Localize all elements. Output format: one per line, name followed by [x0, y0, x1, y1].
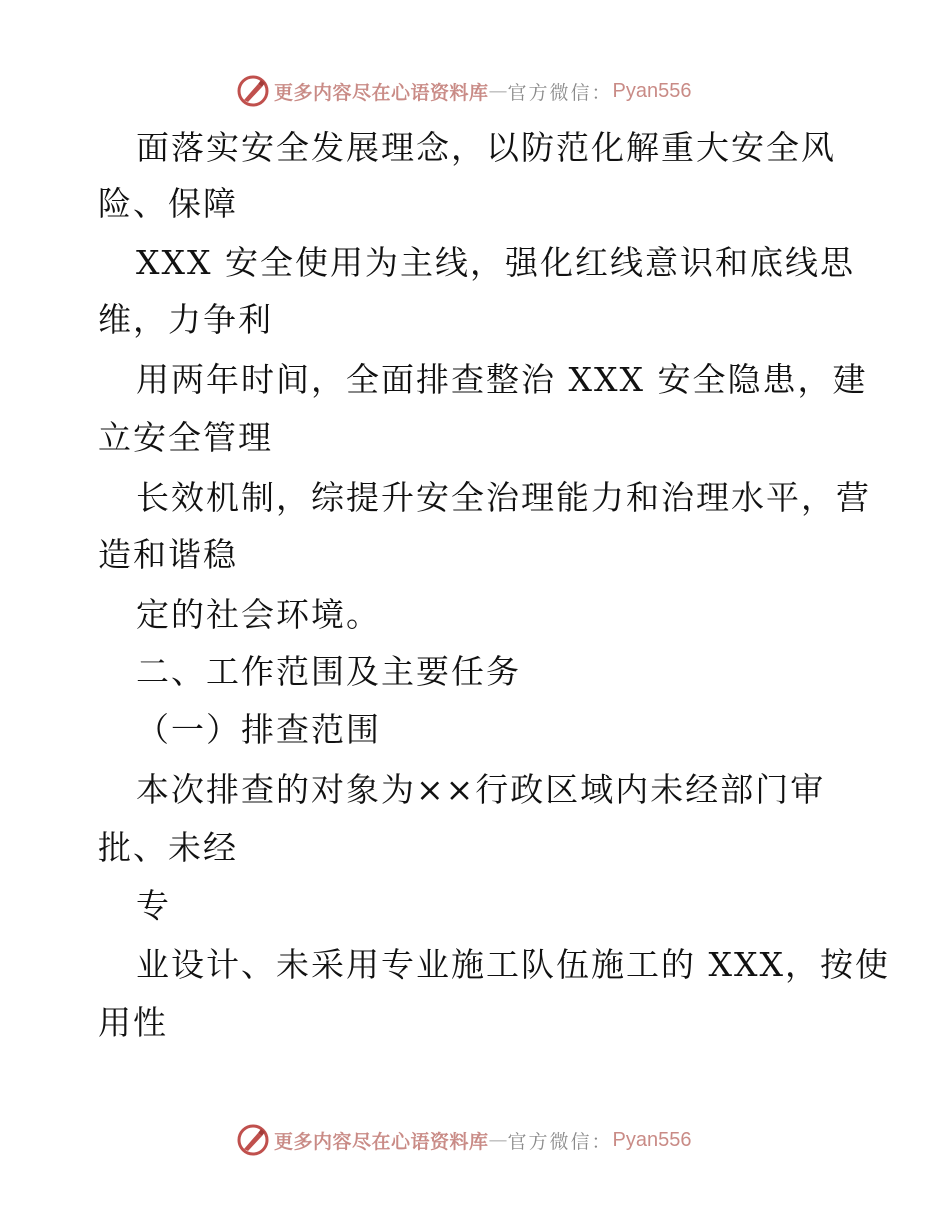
text-line: 本次排查的对象为××行政区域内未经部门审 [136, 770, 826, 809]
text-line: 造和谐稳 [98, 535, 238, 574]
text-line: 专 [136, 886, 171, 925]
text-line: 维，力争利 [98, 300, 273, 339]
text-line: 面落实安全发展理念，以防范化解重大安全风 [136, 128, 836, 167]
text-line: 用两年时间，全面排查整治 XXX 安全隐患，建 [136, 360, 868, 399]
text-line: 定的社会环境。 [136, 595, 381, 634]
text-line: 险、保障 [98, 184, 238, 223]
section-heading: 二、工作范围及主要任务 [136, 652, 521, 691]
watermark-label: 官方微信： [507, 1130, 613, 1153]
subsection-heading: （一）排查范围 [136, 710, 381, 749]
text-line: 批、未经 [98, 828, 238, 867]
text-line: 立安全管理 [98, 418, 273, 457]
watermark-brand: 更多内容尽在心语资料库 [274, 1130, 489, 1153]
watermark-label: 官方微信： [507, 81, 613, 104]
text-line: 用性 [98, 1003, 168, 1042]
watermark-dash: — [488, 1129, 508, 1151]
footer-watermark [236, 1123, 692, 1157]
pen-logo-icon [236, 74, 270, 108]
header-watermark [236, 74, 692, 108]
watermark-id: Pyan556 [612, 79, 692, 102]
watermark-id: Pyan556 [612, 1128, 692, 1151]
pen-logo-icon [236, 1123, 270, 1157]
text-line: 长效机制，综提升安全治理能力和治理水平，营 [136, 478, 871, 517]
text-line: XXX 安全使用为主线，强化红线意识和底线思 [136, 243, 855, 282]
watermark-brand: 更多内容尽在心语资料库 [274, 81, 489, 104]
text-line: 业设计、未采用专业施工队伍施工的 XXX，按使 [136, 945, 890, 984]
watermark-dash: — [488, 80, 508, 102]
